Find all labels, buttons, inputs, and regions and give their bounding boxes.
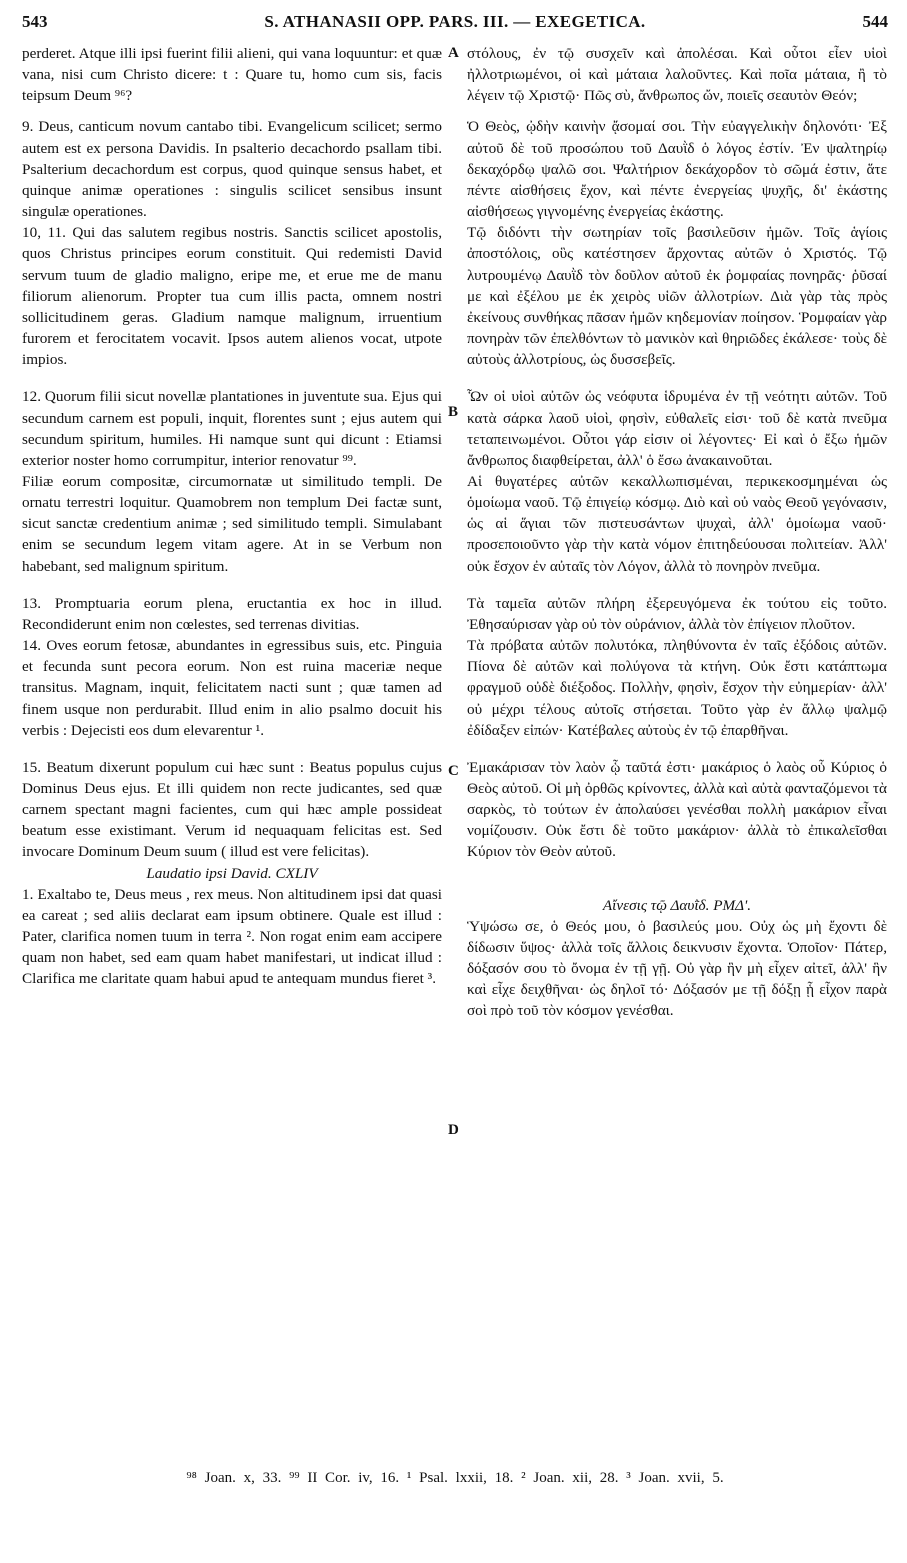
- latin-section-heading: Laudatio ipsi David. CXLIV: [146, 864, 318, 882]
- latin-paragraph: 1. Exaltabo te, Deus meus , rex meus. Non altitudinem ipsi dat quasi ea careat ; sed aliis declarat eam ipsum obtinere. Quale est illud : Pater, clarifica nomen tuum in terra ². Non rogat enim eam accipere quam non habet, sed eam quam habet manifestari, ut indicat illud : Clarifica me claritate quam habui apud te antequam mundus fieret ³.: [22, 885, 442, 988]
- column-marker-d: D: [448, 1122, 459, 1138]
- greek-paragraph: Τῷ διδόντι τὴν σωτηρίαν τοῖς βασιλεῦσιν ἡμῶν. Τοῖς ἁγίοις ἀποστόλοις, οὓς κατέστησεν ἄρχοντας αὐτῶν ὁ Χριστός. Τῷ λυτρουμένῳ Δαυῒδ τὸν δοῦλον αὐτοῦ ἐκ ῥομφαίας πονηρᾶς· ῥῦσαί με καὶ ἐξέλου με ἐκ χειρὸς υἱῶν ἀλλοτρίων. Διὰ γὰρ τὰς πρὸς ἐκείνους συνθήκας πᾶσαν ἡμῶν κηδεμονίαν ποίησον. Ῥομφαίαν γὰρ πονηρὰν τῶν ἐπελθόντων τὸ μανικὸν καὶ θηριῶδες ἐκάλεσε· τοὺς δὲ αὐτοὺς ἀλλοτρίους, ὡς δυσσεβεῖς.: [467, 224, 887, 369]
- greek-paragraph: Ἐμακάρισαν τὸν λαὸν ᾧ ταῦτά ἐστι· μακάριος ὁ λαὸς οὗ Κύριος ὁ Θεὸς αὐτοῦ. Οἱ μὴ ὀρθῶς κρίνοντες, ἀλλὰ καὶ αὐτὰ φανταζόμενοι τὰ σαρκὸς, τὸ τούτων ἐν ἀπολαύσει γενέσθαι πολλὴ μακάριον εἶναι νομίζουσιν. Οὐκ ἔστι δὲ τοῦτο μακάριον· ἀλλὰ τὸ ἐπικαλεῖσθαι Κύριον τὸν Θεὸν αὐτοῦ.: [467, 758, 887, 861]
- column-marker-c: C: [448, 763, 459, 779]
- greek-paragraph: Ὁ Θεὸς, ᾠδὴν καινὴν ᾄσομαί σοι. Τὴν εὐαγγελικὴν δηλονότι· Ἐξ αὐτοῦ δὲ τοῦ προσώπου τοῦ Δαυῒδ ὁ λόγος ἐστίν. Ἐν ψαλτηρίῳ δεκαχόρδῳ ψαλῶ σοι. Ψαλτήριον δεκάχορδον τὸ σῶμά ἐστιν, ἅτε πέντε αἰσθήσεις ἔχον, καὶ πέντε ἐνεργείας ψυχῆς, δι' ἑκάστης αἰσθήσεως γιγνομένης ἐνεργείας ἑκάστης.: [467, 118, 887, 221]
- greek-paragraph: Τὰ ταμεῖα αὐτῶν πλήρη ἐξερευγόμενα ἐκ τούτου εἰς τοῦτο. Ἐθησαύρισαν γὰρ οὐ τὸν οὐράνιον, ἀλλὰ τὸν ἐπίγειον πλοῦτον.: [467, 594, 887, 633]
- latin-paragraph: 9. Deus, canticum novum cantabo tibi. Evangelicum scilicet; sermo autem est ex persona Davidis. In psalterio decachordo psallam tibi. Psalterium decachordum est corpus, quod quinque sensus habet, et quinque animæ operationes : singulis scilicet sensibus insunt singulæ operationes.: [22, 118, 442, 221]
- greek-column: [467, 43, 887, 1022]
- column-marker-a: A: [448, 45, 459, 61]
- greek-paragraph: Ὑψώσω σε, ὁ Θεός μου, ὁ βασιλεύς μου. Οὐχ ὡς μὴ ἔχοντι δὲ δίδωσιν ὕψος· ἀλλὰ τοῖς ἄλλοις δεικνυσιν ἔχοντα. Ὁποῖον· Πάτερ, δόξασόν σου τὸ ὄνομα ἐν τῇ γῇ. Οὐ γὰρ ἣν μὴ εἶχεν αἰτεῖ, ἀλλ' ἣν καὶ εἶχε δειχθῆναι· ὡς δηλοῖ τό· Δόξασόν με τῇ δόξῃ ᾗ εἶχον παρὰ σοὶ πρὸ τοῦ τὸν κόσμον γενέσθαι.: [467, 917, 887, 1020]
- page-number-right: 544: [862, 12, 888, 31]
- column-marker-b: B: [448, 404, 459, 420]
- footnotes: ⁹⁸ Joan. x, 33. ⁹⁹ II Cor. iv, 16. ¹ Psal. lxxii, 18. ² Joan. xii, 28. ³ Joan. xvii, 5.: [186, 1470, 724, 1486]
- latin-paragraph: 12. Quorum filii sicut novellæ plantationes in juventute sua. Ejus qui secundum carnem est populi, inquit, florentes sunt ; ejus autem qui secundum spiritum, humiles. Hi namque sunt qui dicunt : Etiamsi exterior noster homo corrumpitur, interior renovatur ⁹⁹.: [22, 388, 442, 469]
- latin-paragraph: 10, 11. Qui das salutem regibus nostris. Sanctis scilicet apostolis, quos Christus principes eorum constituit. Qui redemisti David servum tuum de gladio maligno, eripe me, et erue me de manu filiorum alienorum. Propter tua cum illis pacta, omnem nostri sollicitudinem geras. Gladium namque malignum, irruentium furorem et ferocitatem vocavit. Ipsos autem alienos vocat, utpote impios.: [22, 224, 442, 369]
- latin-paragraph: perderet. Atque illi ipsi fuerint filii alieni, qui vana loquuntur: et quæ vana, nisi cum Christo dicere: t : Quare tu, homo cum sis, facis teipsum Deum ⁹⁶?: [22, 45, 442, 105]
- greek-paragraph: στόλους, ἐν τῷ συσχεῖν καὶ ἀπολέσαι. Καὶ οὗτοι εἶεν υἱοὶ ἠλλοτριωμένοι, οἱ καὶ μάταια λαλοῦντες. Καὶ ποῖα μάταια, ἢ τὸ λέγειν τῷ Χριστῷ· Πῶς σὺ, ἄνθρωπος ὤν, ποιεῖς σεαυτὸν Θεόν;: [467, 45, 887, 105]
- running-title: S. ATHANASII OPP. PARS. III. — EXEGETICA.: [264, 12, 646, 31]
- latin-paragraph: Filiæ eorum compositæ, circumornatæ ut similitudo templi. De ornatu terrestri loquitur. Quamobrem non templum Dei factæ sunt, sicut sanctæ credentium animæ ; sed similitudo templi. Simulabant enim se secundum legem vitam agere. At in se Verbum non habebant, sed malignum spiritum.: [22, 472, 442, 575]
- running-header: [22, 12, 888, 38]
- latin-paragraph: 15. Beatum dixerunt populum cui hæc sunt : Beatus populus cujus Dominus Deus ejus. Et illi quidem non recte judicantes, sed quæ carnem spectant magni facientes, cum qui hæc ample possideat beatum esse existimant. Verum id nequaquam felicitas est. Sed invocare Dominum Deum suum ( illud est vere felicitas).: [22, 758, 442, 861]
- latin-paragraph: 13. Promptuaria eorum plena, eructantia ex hoc in illud. Recondiderunt enim non cœlestes, sed terrenas divitias.: [22, 594, 442, 633]
- page-number-left: 543: [22, 12, 48, 31]
- greek-paragraph: Ὧν οἱ υἱοὶ αὐτῶν ὡς νεόφυτα ἱδρυμένα ἐν τῇ νεότητι αὐτῶν. Τοῦ κατὰ σάρκα λαοῦ υἱοὶ, φησὶν, εὐθαλεῖς εἰσι· τοῦ δὲ κατὰ πνεῦμα τεταπεινωμένοι. Οὗτοι γάρ εἰσιν οἱ λέγοντες· Εἰ καὶ ὁ ἔξω ἡμῶν ἄνθρωπος διαφθείρεται, ἀλλ' ὁ ἔσω ἀνακαινοῦται.: [467, 388, 887, 469]
- latin-column: [22, 43, 442, 990]
- latin-paragraph: 14. Oves eorum fetosæ, abundantes in egressibus suis, etc. Pinguia et fecunda sunt pecora eorum. Non est ruina maceriæ neque transitus. Magnam, inquit, felicitatem nacti sunt ; quæ tamen ad finem usque non perdurabit. Illud enim in alio psalmo docuit his verbis : Dejecisti eos dum elevarentur ¹.: [22, 637, 442, 739]
- greek-paragraph: Αἱ θυγατέρες αὐτῶν κεκαλλωπισμέναι, περικεκοσμημέναι ὡς ὁμοίωμα ναοῦ. Τῷ ἐπιγείῳ κόσμῳ. Διὸ καὶ οὐ ναὸς Θεοῦ γεγόνασιν, ὡς αἱ ἅγιαι τῶν πιστευσάντων ψυχαὶ, ἀλλ' ὁμοίωμα ναοῦ· προσεποιοῦντο γὰρ τὴν κατὰ νόμον ἐπιτηδεύουσαι πολιτείαν. Ἀλλ' οὐκ ἔσχον ἐν αὐταῖς τὸν Λόγον, ἀλλὰ τὸ πονηρὸν πνεῦμα.: [467, 472, 887, 575]
- greek-section-heading: Αἴνεσις τῷ Δαυῒδ. ΡΜΔ'.: [602, 896, 752, 914]
- greek-paragraph: Τὰ πρόβατα αὐτῶν πολυτόκα, πληθύνοντα ἐν ταῖς ἐξόδοις αὐτῶν. Πίονα δὲ αὐτῶν καὶ πολύγονα τὰ κτήνη. Οὐκ ἔστι κατάπτωμα φραγμοῦ οὐδὲ διέξοδος. Πολλὴν, φησὶν, ἔσχον τὴν εὐημερίαν· ἀλλ' οὐ μέχρι τέλους αὐτοῖς στήσεται. Τοῦτο γὰρ ἐν ἄλλῳ ψαλμῷ ἐδίδαξεν εἰπών· Κατέβαλες αὐτοὺς ἐν τῷ ἐπαρθῆναι.: [467, 637, 887, 739]
